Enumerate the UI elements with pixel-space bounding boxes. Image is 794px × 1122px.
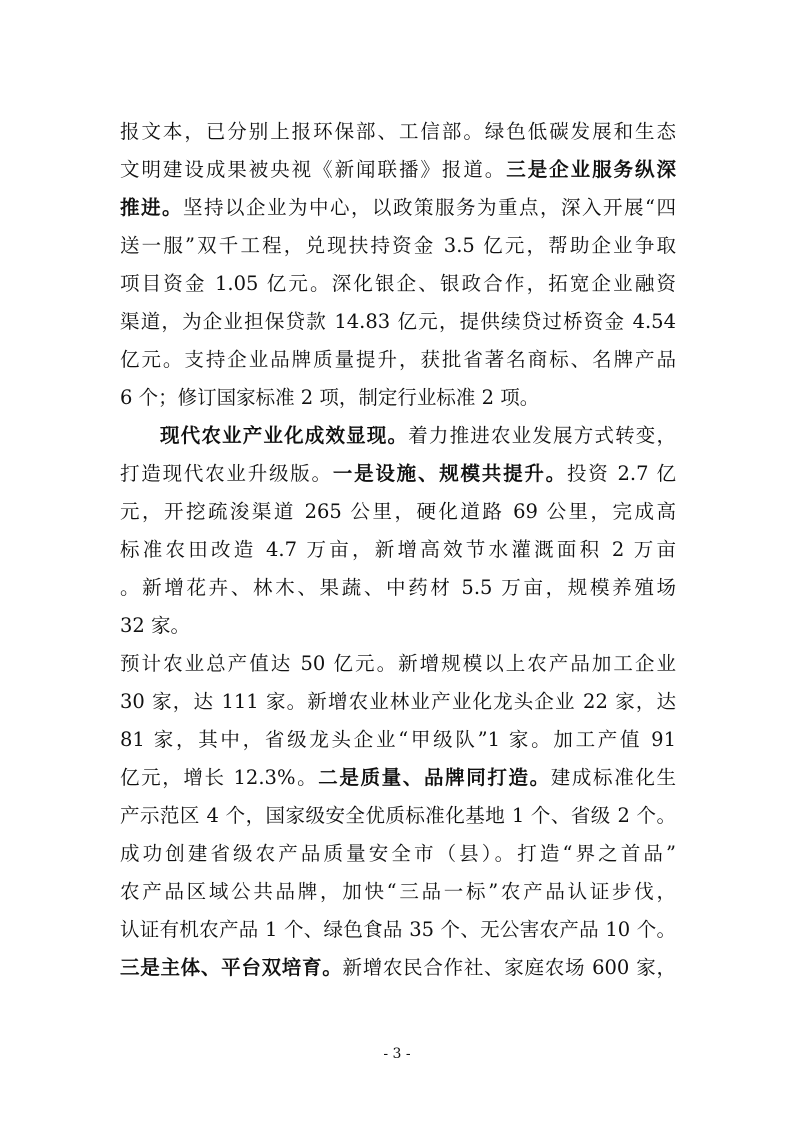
text-line-3: 推进。坚持以企业为中心，以政策服务为重点，深入开展“四: [120, 196, 676, 219]
bold-heading: 现代农业产业化成效显现。: [160, 424, 409, 447]
text-line-11: 元，开挖疏浚渠道 265 公里，硬化道路 69 公里，完成高: [120, 500, 676, 523]
bold-heading: 三是主体、平台双培育。: [120, 956, 343, 979]
text-line-2: 文明建设成果被央视《新闻联播》报道。三是企业服务纵深: [120, 158, 676, 181]
text-line-21: 农产品区域公共品牌，加快“三品一标”农产品认证步伐，: [120, 880, 676, 903]
text-line-1: 报文本，已分别上报环保部、工信部。绿色低碳发展和生态: [120, 120, 676, 143]
text-line-12: 标准农田改造 4.7 万亩，新增高效节水灌溉面积 2 万亩: [120, 538, 676, 561]
text-line-10: 打造现代农业升级版。一是设施、规模共提升。投资 2.7 亿: [120, 462, 676, 485]
text-line-5: 项目资金 1.05 亿元。深化银企、银政合作，拓宽企业融资: [120, 272, 676, 295]
bold-heading: 三是企业服务纵深: [506, 158, 676, 181]
bold-heading: 二是质量、品牌同打造。: [318, 766, 551, 789]
text-line-6: 渠道，为企业担保贷款 14.83 亿元，提供续贷过桥资金 4.54: [120, 310, 676, 333]
text-line-8: 6 个；修订国家标准 2 项，制定行业标准 2 项。: [120, 386, 540, 409]
text-line-15: 预计农业总产值达 50 亿元。新增规模以上农产品加工企业: [120, 652, 676, 675]
text-line-17: 81 家，其中，省级龙头企业“甲级队”1 家。加工产值 91: [120, 728, 676, 751]
text-line-19: 产示范区 4 个，国家级安全优质标准化基地 1 个、省级 2 个。: [120, 804, 676, 827]
text-line-4: 送一服”双千工程，兑现扶持资金 3.5 亿元，帮助企业争取: [120, 234, 676, 257]
bold-heading: 推进。: [120, 196, 184, 219]
text-line-7: 亿元。支持企业品牌质量提升，获批省著名商标、名牌产品: [120, 348, 676, 371]
text-line-14: 32 家。: [120, 614, 191, 637]
text-line-16: 30 家，达 111 家。新增农业林业产业化龙头企业 22 家，达: [120, 690, 676, 713]
text-line-23: 三是主体、平台双培育。新增农民合作社、家庭农场 600 家，: [120, 956, 676, 979]
text-line-18: 亿元，增长 12.3%。二是质量、品牌同打造。建成标准化生: [120, 766, 676, 789]
text-line-22: 认证有机农产品 1 个、绿色食品 35 个、无公害农产品 10 个。: [120, 918, 676, 941]
paragraph-heading-line: 现代农业产业化成效显现。着力推进农业发展方式转变，: [160, 424, 676, 447]
page-number: - 3 -: [383, 1046, 411, 1062]
text-line-20: 成功创建省级农产品质量安全市（县）。打造“界之首品”: [120, 842, 676, 865]
bold-heading: 一是设施、规模共提升。: [332, 462, 567, 485]
text-line-13: 。新增花卉、林木、果蔬、中药材 5.5 万亩，规模养殖场: [120, 576, 676, 599]
